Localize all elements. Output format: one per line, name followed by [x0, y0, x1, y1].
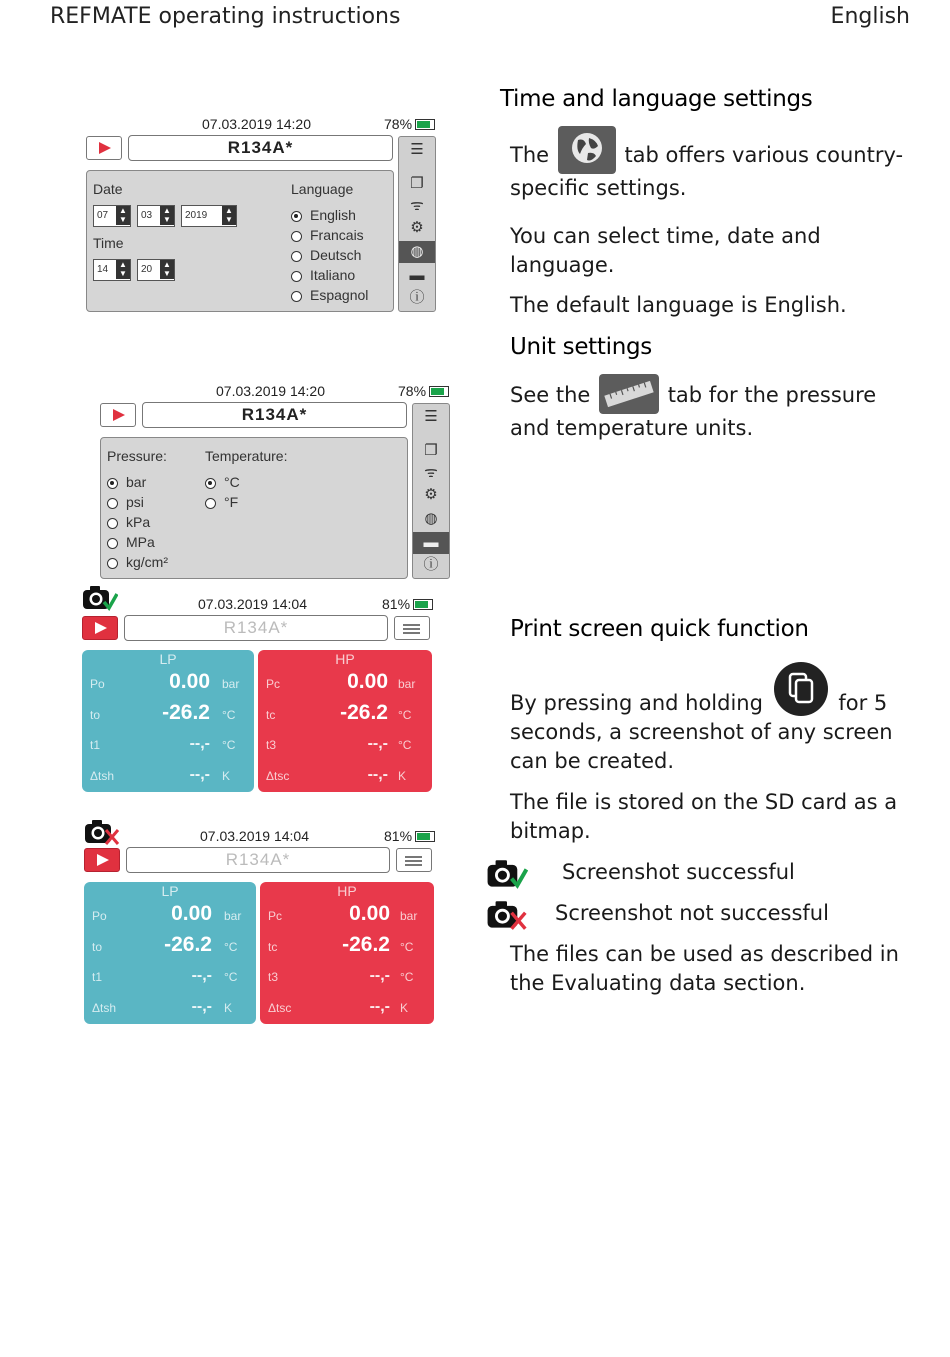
paragraph: See the tab for the pressure and temperature units. — [510, 374, 910, 443]
pressure-label: Pressure: — [107, 448, 167, 464]
camera-fail-icon — [486, 899, 528, 931]
battery-icon — [415, 831, 435, 842]
screen-measurement-fail — [82, 816, 438, 1026]
refrigerant-field[interactable]: R134A* — [128, 135, 393, 161]
temperature-option[interactable]: °F — [205, 492, 240, 512]
units-panel — [100, 437, 408, 579]
wifi-icon[interactable]: ᯤ — [410, 197, 424, 214]
heading-print-screen: Print screen quick function — [510, 616, 809, 642]
lp-row: Δtsh --,- K — [92, 998, 233, 1015]
tab-sidebar — [398, 136, 436, 312]
lp-row: Po 0.00 bar — [92, 902, 242, 925]
time-label: Time — [93, 235, 124, 251]
status-battery: 78% — [398, 383, 449, 399]
status-datetime: 07.03.2019 14:04 — [198, 596, 307, 612]
gear-icon[interactable]: ⚙ — [410, 219, 424, 236]
hp-row: Pc 0.00 bar — [266, 670, 416, 693]
layers-icon[interactable]: ❐ — [410, 175, 424, 192]
document-language: English — [830, 4, 910, 29]
lp-panel — [84, 882, 256, 1024]
lp-row: Po 0.00 bar — [90, 670, 240, 693]
temperature-option[interactable]: °C — [205, 472, 240, 492]
day-spinner[interactable]: 07 ▲ ▼ — [93, 205, 131, 227]
pressure-option[interactable]: kg/cm² — [107, 552, 168, 572]
date-label: Date — [93, 181, 123, 197]
pressure-option[interactable]: MPa — [107, 532, 168, 552]
status-battery: 78% — [384, 116, 435, 132]
status-battery: 81% — [382, 596, 433, 612]
hp-row: Pc 0.00 bar — [268, 902, 418, 925]
globe-icon[interactable]: ◍ — [424, 510, 438, 527]
lp-row: Δtsh --,- K — [90, 766, 231, 783]
lp-row: t1 --,- °C — [92, 967, 238, 984]
language-label: Language — [291, 181, 354, 197]
lp-row: to -26.2 °C — [92, 933, 238, 956]
hp-row: t3 --,- °C — [266, 735, 412, 752]
info-icon[interactable]: ⓘ — [423, 556, 439, 573]
refrigerant-field[interactable]: R134A* — [142, 402, 407, 428]
status-datetime: 07.03.2019 14:20 — [202, 116, 311, 132]
camera-success-icon — [486, 858, 528, 890]
temperature-label: Temperature: — [205, 448, 288, 464]
document-title: REFMATE operating instructions — [50, 4, 401, 29]
gear-icon[interactable]: ⚙ — [424, 486, 438, 503]
lp-title: LP — [159, 651, 177, 667]
start-button[interactable] — [84, 848, 120, 872]
lp-panel — [82, 650, 254, 792]
copy-button-icon — [772, 660, 830, 718]
globe-icon[interactable]: ◍ — [399, 241, 435, 263]
menu-button[interactable] — [394, 616, 430, 640]
paragraph: You can select time, date and language. — [510, 224, 821, 277]
refrigerant-field[interactable]: R134A* — [126, 847, 390, 873]
menu-icon[interactable]: ☰ — [410, 141, 424, 158]
hp-row: Δtsc --,- K — [268, 998, 409, 1015]
heading-time-language: Time and language settings — [500, 86, 813, 112]
pressure-options — [107, 472, 168, 572]
menu-button[interactable] — [396, 848, 432, 872]
paragraph: The default language is English. — [510, 293, 847, 317]
hp-panel — [258, 650, 432, 792]
ruler-icon — [599, 374, 659, 414]
language-option[interactable]: Francais — [291, 225, 368, 245]
menu-icon[interactable]: ☰ — [424, 408, 438, 425]
screenshot-success-label: Screenshot successful — [562, 860, 795, 884]
camera-success-icon — [82, 584, 118, 612]
screen-units — [100, 379, 452, 579]
paragraph: The file is stored on the SD card as a bitmap. — [510, 790, 898, 843]
status-datetime: 07.03.2019 14:20 — [216, 383, 325, 399]
paragraph: By pressing and holding for 5 seconds, a screenshot of any screen can be created. — [510, 660, 910, 776]
language-option[interactable]: Espagnol — [291, 285, 368, 305]
language-option[interactable]: Deutsch — [291, 245, 368, 265]
battery-icon — [413, 599, 433, 610]
hp-panel — [260, 882, 434, 1024]
lp-row: to -26.2 °C — [90, 701, 236, 724]
tab-sidebar — [412, 403, 450, 579]
screen-time-language — [86, 112, 438, 314]
year-spinner[interactable]: 2019 ▲ ▼ — [181, 205, 237, 227]
hp-row: tc -26.2 °C — [266, 701, 412, 724]
hp-row: Δtsc --,- K — [266, 766, 407, 783]
start-button[interactable] — [82, 616, 118, 640]
layers-icon[interactable]: ❐ — [424, 442, 438, 459]
temperature-options — [205, 472, 240, 512]
screen-measurement-success — [80, 584, 436, 794]
wifi-icon[interactable]: ᯤ — [424, 464, 438, 481]
battery-icon — [429, 386, 449, 397]
paragraph: The files can be used as described in the Evaluating data section. — [510, 942, 899, 995]
hp-title: HP — [335, 651, 355, 667]
lp-row: t1 --,- °C — [90, 735, 236, 752]
pressure-option[interactable]: kPa — [107, 512, 168, 532]
refrigerant-field[interactable]: R134A* — [124, 615, 388, 641]
ruler-icon[interactable]: ▬ — [413, 532, 449, 554]
language-option[interactable]: English — [291, 205, 368, 225]
globe-icon — [558, 126, 616, 174]
lp-title: LP — [161, 883, 179, 899]
language-option[interactable]: Italiano — [291, 265, 368, 285]
heading-units: Unit settings — [510, 334, 652, 360]
hp-title: HP — [337, 883, 357, 899]
status-datetime: 07.03.2019 14:04 — [200, 828, 309, 844]
info-icon[interactable]: ⓘ — [409, 289, 425, 306]
ruler-icon[interactable]: ▬ — [409, 267, 425, 284]
pressure-option[interactable]: psi — [107, 492, 168, 512]
settings-panel — [86, 170, 394, 312]
pressure-option[interactable]: bar — [107, 472, 168, 492]
minute-spinner[interactable]: 20 ▲ ▼ — [137, 259, 175, 281]
camera-fail-icon — [84, 818, 120, 846]
hp-row: tc -26.2 °C — [268, 933, 414, 956]
language-options — [291, 205, 368, 305]
paragraph: The tab offers various country-specific settings. — [510, 126, 910, 203]
hour-spinner[interactable]: 14 ▲ ▼ — [93, 259, 131, 281]
screenshot-fail-label: Screenshot not successful — [555, 901, 829, 925]
start-button[interactable] — [86, 136, 122, 160]
hp-row: t3 --,- °C — [268, 967, 414, 984]
status-battery: 81% — [384, 828, 435, 844]
month-spinner[interactable]: 03 ▲ ▼ — [137, 205, 175, 227]
start-button[interactable] — [100, 403, 136, 427]
battery-icon — [415, 119, 435, 130]
